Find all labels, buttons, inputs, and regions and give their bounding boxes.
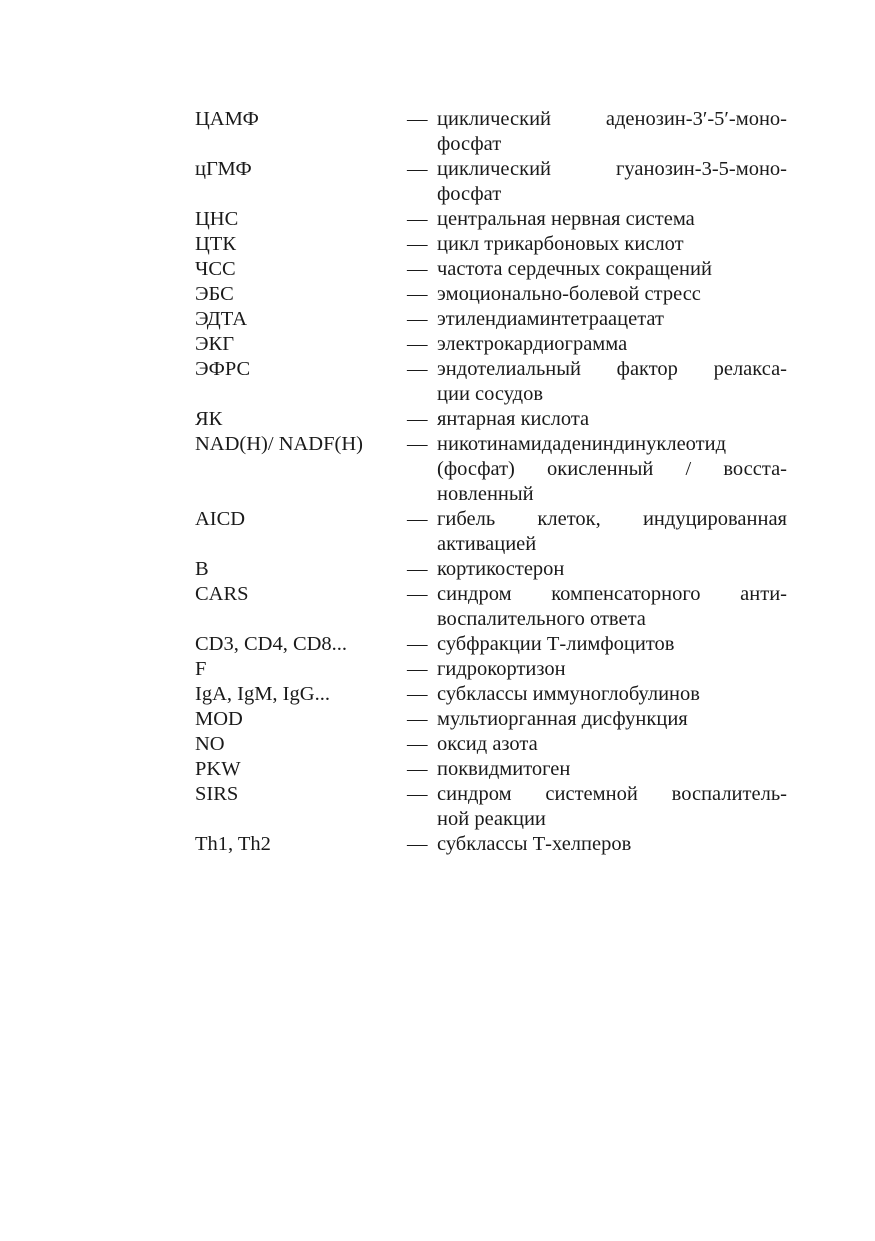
- abbreviation-term: Th1, Th2: [195, 833, 271, 855]
- abbreviation-term: NO: [195, 733, 225, 755]
- em-dash: —: [407, 633, 428, 655]
- definition-line: поквидмитоген: [437, 758, 571, 780]
- em-dash: —: [407, 658, 428, 680]
- em-dash: —: [407, 308, 428, 330]
- abbreviation-definition: [437, 332, 787, 357]
- abbreviation-definition: [437, 707, 787, 732]
- em-dash: —: [407, 358, 428, 380]
- abbreviation-term: F: [195, 658, 207, 680]
- abbreviation-definition: [437, 557, 787, 582]
- definition-line: воспалительного ответа: [437, 608, 646, 630]
- definition-line: циклический гуанозин-3-5-моно-: [437, 158, 787, 180]
- abbreviation-term: ЧСС: [195, 258, 236, 280]
- abbreviation-definition: [437, 732, 787, 757]
- definition-line: частота сердечных сокращений: [437, 258, 712, 280]
- abbreviation-entry: [195, 307, 787, 332]
- em-dash: —: [407, 783, 428, 805]
- em-dash: —: [407, 708, 428, 730]
- definition-line: никотинамидадениндинуклеотид: [437, 433, 727, 455]
- abbreviation-entry: [195, 782, 787, 832]
- definition-line: мультиорганная дисфункция: [437, 708, 688, 730]
- definition-line: янтарная кислота: [437, 408, 590, 430]
- abbreviation-term: цГМФ: [195, 158, 252, 180]
- abbreviation-definition: [437, 257, 787, 282]
- definition-line: цикл трикарбоновых кислот: [437, 233, 684, 255]
- abbreviation-term: ЭБС: [195, 283, 234, 305]
- definition-line: активацией: [437, 533, 537, 555]
- em-dash: —: [407, 108, 428, 130]
- abbreviation-definition: [437, 657, 787, 682]
- abbreviation-term: ЭФРС: [195, 358, 251, 380]
- abbreviation-entry: [195, 657, 787, 682]
- definition-line: фосфат: [437, 183, 502, 205]
- em-dash: —: [407, 408, 428, 430]
- definition-line: электрокардиограмма: [437, 333, 628, 355]
- definition-line: фосфат: [437, 133, 502, 155]
- abbreviation-definition: [437, 682, 787, 707]
- abbreviation-entry: [195, 257, 787, 282]
- definition-line: субклассы Т-хелперов: [437, 833, 632, 855]
- em-dash: —: [407, 208, 428, 230]
- abbreviation-term: B: [195, 558, 209, 580]
- abbreviation-term: ЦАМФ: [195, 108, 259, 130]
- abbreviation-definition: [437, 157, 787, 207]
- abbreviation-entry: [195, 682, 787, 707]
- definition-line: центральная нервная система: [437, 208, 695, 230]
- abbreviation-term: NAD(H)/ NADF(H): [195, 433, 363, 455]
- definition-line: (фосфат) окисленный / восста-: [437, 458, 787, 480]
- abbreviation-definition: [437, 832, 787, 857]
- abbreviation-entry: [195, 407, 787, 432]
- abbreviation-definition: [437, 357, 787, 407]
- em-dash: —: [407, 833, 428, 855]
- abbreviation-definition: [437, 282, 787, 307]
- abbreviation-term: SIRS: [195, 783, 239, 805]
- definition-line: кортикостерон: [437, 558, 565, 580]
- abbreviation-entry: [195, 732, 787, 757]
- em-dash: —: [407, 683, 428, 705]
- abbreviation-entry: [195, 507, 787, 557]
- em-dash: —: [407, 258, 428, 280]
- abbreviation-entry: [195, 707, 787, 732]
- em-dash: —: [407, 758, 428, 780]
- abbreviation-definition: [437, 757, 787, 782]
- definition-line: новленный: [437, 483, 534, 505]
- abbreviation-term: IgA, IgM, IgG...: [195, 683, 330, 705]
- definition-line: этилендиаминтетраацетат: [437, 308, 664, 330]
- abbreviation-entry: [195, 207, 787, 232]
- abbreviation-term: CARS: [195, 583, 249, 605]
- abbreviation-definition: [437, 107, 787, 157]
- abbreviation-entry: [195, 332, 787, 357]
- definition-line: субклассы иммуноглобулинов: [437, 683, 700, 705]
- abbreviation-entry: [195, 157, 787, 207]
- definition-line: субфракции Т-лимфоцитов: [437, 633, 675, 655]
- definition-line: гибель клеток, индуцированная: [437, 508, 787, 530]
- em-dash: —: [407, 558, 428, 580]
- definition-line: эндотелиальный фактор релакса-: [437, 358, 787, 380]
- em-dash: —: [407, 333, 428, 355]
- abbreviation-term: ЯК: [195, 408, 223, 430]
- abbreviation-term: CD3, CD4, CD8...: [195, 633, 348, 655]
- em-dash: —: [407, 283, 428, 305]
- abbreviation-list: [195, 107, 787, 857]
- abbreviation-definition: [437, 407, 787, 432]
- em-dash: —: [407, 233, 428, 255]
- em-dash: —: [407, 433, 428, 455]
- abbreviation-definition: [437, 307, 787, 332]
- definition-line: ции сосудов: [437, 383, 544, 405]
- em-dash: —: [407, 508, 428, 530]
- abbreviation-definition: [437, 507, 787, 557]
- abbreviation-definition: [437, 582, 787, 632]
- definition-line: гидрокортизон: [437, 658, 566, 680]
- abbreviation-entry: [195, 832, 787, 857]
- abbreviation-term: AICD: [195, 508, 246, 530]
- em-dash: —: [407, 158, 428, 180]
- abbreviation-entry: [195, 282, 787, 307]
- abbreviation-definition: [437, 232, 787, 257]
- abbreviation-entry: [195, 632, 787, 657]
- abbreviation-term: ЦТК: [195, 233, 236, 255]
- definition-line: ной реакции: [437, 808, 546, 830]
- abbreviation-entry: [195, 357, 787, 407]
- definition-line: циклический аденозин-3′-5′-моно-: [437, 108, 787, 130]
- abbreviation-term: PKW: [195, 758, 241, 780]
- abbreviation-entry: [195, 557, 787, 582]
- abbreviation-entry: [195, 432, 787, 507]
- abbreviation-entry: [195, 757, 787, 782]
- em-dash: —: [407, 583, 428, 605]
- abbreviation-term: ЭДТА: [195, 308, 248, 330]
- abbreviation-term: ЭКГ: [195, 333, 235, 355]
- abbreviation-term: MOD: [195, 708, 243, 730]
- abbreviation-definition: [437, 782, 787, 832]
- definition-line: синдром компенсаторного анти-: [437, 583, 787, 605]
- abbreviation-definition: [437, 207, 787, 232]
- definition-line: эмоционально-болевой стресс: [437, 283, 701, 305]
- abbreviation-definition: [437, 432, 787, 507]
- abbreviation-entry: [195, 232, 787, 257]
- abbreviation-entry: [195, 582, 787, 632]
- definition-line: синдром системной воспалитель-: [437, 783, 787, 805]
- abbreviation-entry: [195, 107, 787, 157]
- definition-line: оксид азота: [437, 733, 538, 755]
- abbreviation-definition: [437, 632, 787, 657]
- em-dash: —: [407, 733, 428, 755]
- abbreviation-term: ЦНС: [195, 208, 239, 230]
